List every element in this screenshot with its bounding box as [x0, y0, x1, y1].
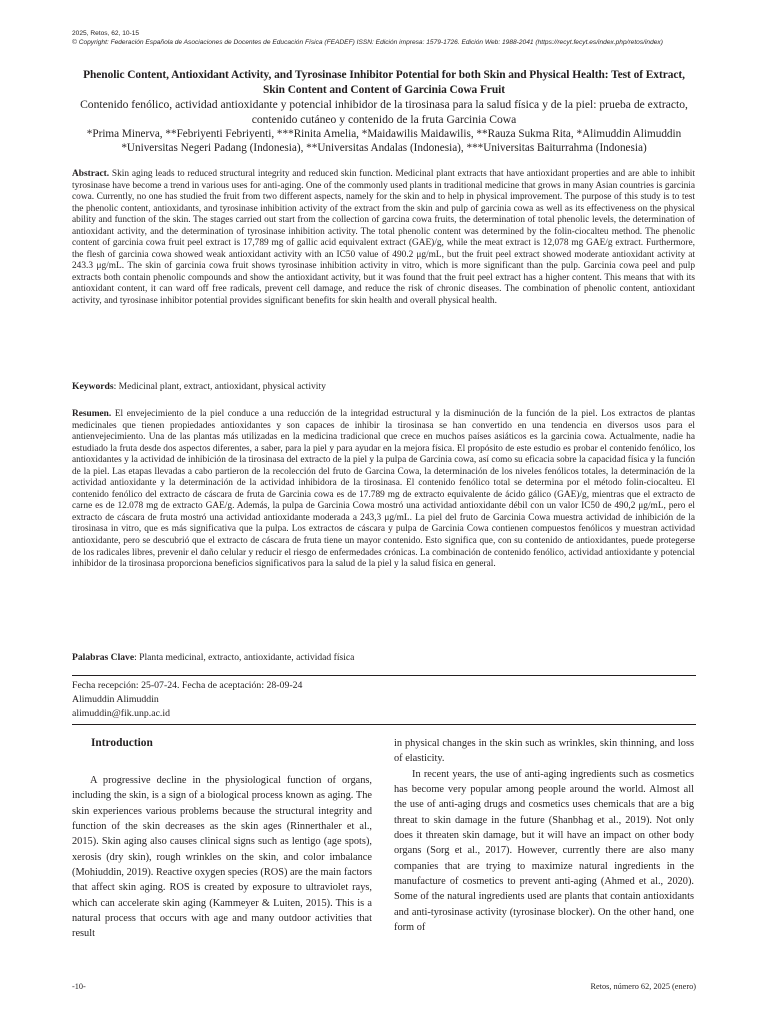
author-block [72, 128, 696, 155]
intro-paragraph-1: A progressive decline in the physiological function of organs, including the skin, is a sign of a biological process known as aging. The skin experiences various problems because the structural integrity and function of the skin decreases as the skin ages (Rinnerthaler et al., 2015). Skin aging also causes clinical signs such as lentigo (age spots), xerosis (dry skin), rough wrinkles on the skin, and color imbalance (Mohiuddin, 2019). Reactive oxygen species (ROS) are the main factors that affect skin aging. ROS is created by exposure to ultraviolet rays, which can accelerate skin aging (Kammeyer & Luiten, 2015). This is a natural process that occurs with age and many outdoor activities that result [72, 775, 372, 940]
dates-block [72, 679, 572, 721]
journal-header [72, 29, 702, 47]
palabras-clave-label: Palabras Clave [72, 652, 135, 663]
resumen-text: El envejecimiento de la piel conduce a una reducción de la integridad estructural y la disminución de la función de la piel. Los extractos de plantas medicinales que tienen propiedades antioxidantes y son capaces de inhibir la tirosinasa se han convertido en una tendencia en diversos usos para el antienvejecimiento. Una de las plantas más utilizadas en la medicina tradicional que crece en muchos países asiáticos es la garcinia cowa. Actualmente, nadie ha estudiado la fruta desde dos aspectos diferentes, a saber, para la piel y para ayudar en la mejora física. El propósito de este estudio es probar el contenido fenólico, los antioxidantes y la actividad de inhibición de la tirosinasa del extracto de la piel y la pulpa de Garcinia cowa, así como su eficacia sobre la capacidad física y la función de la piel. Las etapas llevadas a cabo partieron de la recolección del fruto de Garcina Cowa, la determinación de los niveles fenólicos totales, la determinación de la actividad antioxidante y la determinación de la actividad inhibidora de la tirosinasa. El contenido fenólico total se determina por el método folin-ciocalteu. El contenido fenólico del extracto de cáscara de fruta de Garcinia cowa es de 17.789 mg de extracto equivalente de ácido gálico (GAE)/g, mientras que el extracto de carne es de 12.078 mg de extracto GAE/g. Además, la pulpa de Garcinia Cowa mostró una actividad antioxidante débil con un valor IC50 de 490,2 μg/mL, pero el extracto de cáscara de fruta mostró una actividad antioxidante moderada a 243,3 μg/mL. La piel del fruto de Garcinia Cowa muestra actividad de inhibición de la tirosinasa in vitro, que es más significativa que la pulpa. Los extractos de cáscara y pulpa de Garcinia Cowa contienen compuestos fenólicos y muestran actividad antioxidante, pero se descubrió que el extracto de cáscara de fruta tiene un mayor contenido. Esto significa que, con su contenido de antioxidantes, puede protegerse de los radicales libres, prevenir el daño celular y reducir el riesgo de enfermedades crónicas. La combinación de contenido fenólico, actividad antioxidante y potencial inhibidor de la tirosinasa proporciona beneficios significativos para la salud de la piel y la salud física en general. [72, 409, 695, 570]
resumen [72, 409, 695, 571]
copyright-line: © Copyright: Federación Española de Asociaciones de Docentes de Educación Física (FEADEF) ISSN: Edición impresa: 1579-1726. Edición Web: 1988-2041 (https://recyt.fecyt.es/index.php/retos/index) [72, 39, 663, 46]
author-names: *Prima Minerva, **Febriyenti Febriyenti, ***Rinita Amelia, *Maidawilis Maidawilis, **Rauza Sukma Rita, *Alimuddin Alimuddin [86, 128, 682, 140]
abstract [72, 169, 695, 308]
divider-top [72, 675, 696, 676]
keywords-text: : Medicinal plant, extract, antioxidant, physical activity [113, 381, 326, 392]
abstract-label: Abstract. [72, 169, 110, 179]
section-heading-introduction: Introduction [91, 737, 153, 749]
paper-title: Phenolic Content, Antioxidant Activity, and Tyrosinase Inhibitor Potential for both Skin and Physical Health: Test of Extract, Skin Content and Content of Garcinia Cowa Fruit [83, 69, 685, 96]
palabras-clave-text: : Planta medicinal, extracto, antioxidante, actividad física [134, 652, 355, 663]
corresponding-author: Alimuddin Alimuddin [72, 694, 159, 705]
divider-bottom [72, 724, 696, 725]
intro-paragraph-1-continued: in physical changes in the skin such as wrinkles, skin thinning, and loss of elasticity. [394, 738, 694, 765]
dates-line: Fecha recepción: 25-07-24. Fecha de aceptación: 28-09-24 [72, 680, 303, 691]
keywords-label: Keywords [72, 381, 114, 392]
author-affiliations: *Universitas Negeri Padang (Indonesia), **Universitas Andalas (Indonesia), ***Universitas Baiturrahma (Indonesia) [121, 141, 647, 154]
journal-footer: Retos, número 62, 2025 (enero) [590, 982, 696, 991]
paper-subtitle: Contenido fenólico, actividad antioxidante y potencial inhibidor de la tirosinasa para la salud física y de la piel: prueba de extracto, contenido cutáneo y contenido de la fruta Garcinia Cowa [80, 98, 688, 126]
left-column [72, 736, 372, 942]
citation: 2025, Retos, 62, 10-15 [72, 30, 140, 37]
intro-paragraph-2: In recent years, the use of anti-aging ingredients such as cosmetics has become very popular among people around the world. Almost all the use of anti-aging drugs and cosmetics uses chemicals that are a big threat to skin damage in the future (Shanbhag et al., 2019). Not only does it threaten skin damage, but it will have an impact on other body organs (Sorg et al., 2017). However, currently there are also many companies that are trying to maximize natural ingredients in the manufacture of cosmetics to prevent anti-aging (Ahmed et al., 2020). Some of the natural ingredients used are plants that contain antioxidants and anti-tyrosinase activity (tyrosinase blocker). On the other hand, one form of [394, 768, 694, 934]
abstract-text: Skin aging leads to reduced structural integrity and reduced skin function. Medicinal plant extracts that have antioxidant properties and are able to inhibit tyrosinase have become a trend in various uses for anti-aging. One of the commonly used plants in traditional medicine that grows in many Asian countries is garcinia cowa. Currently, no one has studied the fruit from two different aspects, namely for the skin and to help in physical improvement. The purpose of this study is to test the phenolic content, antioxidants, and tyrosinase inhibition activity of the extract from the skin and pulp of garcinia cowa as well as its effectiveness on the physical ability and function of the skin. The stages carried out start from the collection of garcina cowa fruits, the determination of total phenolic levels, the determination of antioxidant activity, and the determination of tyrosinase inhibition activity. The total phenolic content was determined by the folin-ciocalteu method. The phenolic content of garcinia cowa fruit peel extract is 17,789 mg of gallic acid equivalent extract (GAE)/g, while the meat extract is 12,078 mg GAE/g extract. Furthermore, the flesh of garcinia cowa showed weak antioxidant activity with an IC50 value of 490.2 μg/mL, but the fruit peel extract showed moderate antioxidant activity at 243.3 μg/mL. The skin of garcinia cowa fruit shows tyrosinase inhibition activity in vitro, which is more significant than the pulp. Garcinia cowa peel and pulp extracts both contain phenolic compounds and show the antioxidant activity, but it was found that the fruit peel extract has a higher content. This means that with its antioxidant content, it can ward off free radicals, prevent cell damage, and reduce the risk of chronic diseases. The combination of phenolic content, antioxidant activity, and tyrosinase inhibitor potential provides significant benefits for skin health and overall physical health. [72, 169, 695, 307]
email-link[interactable]: alimuddin@fik.unp.ac.id [72, 708, 170, 719]
page-number: -10- [72, 982, 86, 991]
right-column [394, 736, 694, 935]
resumen-label: Resumen. [72, 409, 112, 419]
keywords [72, 381, 695, 393]
palabras-clave [72, 652, 695, 664]
